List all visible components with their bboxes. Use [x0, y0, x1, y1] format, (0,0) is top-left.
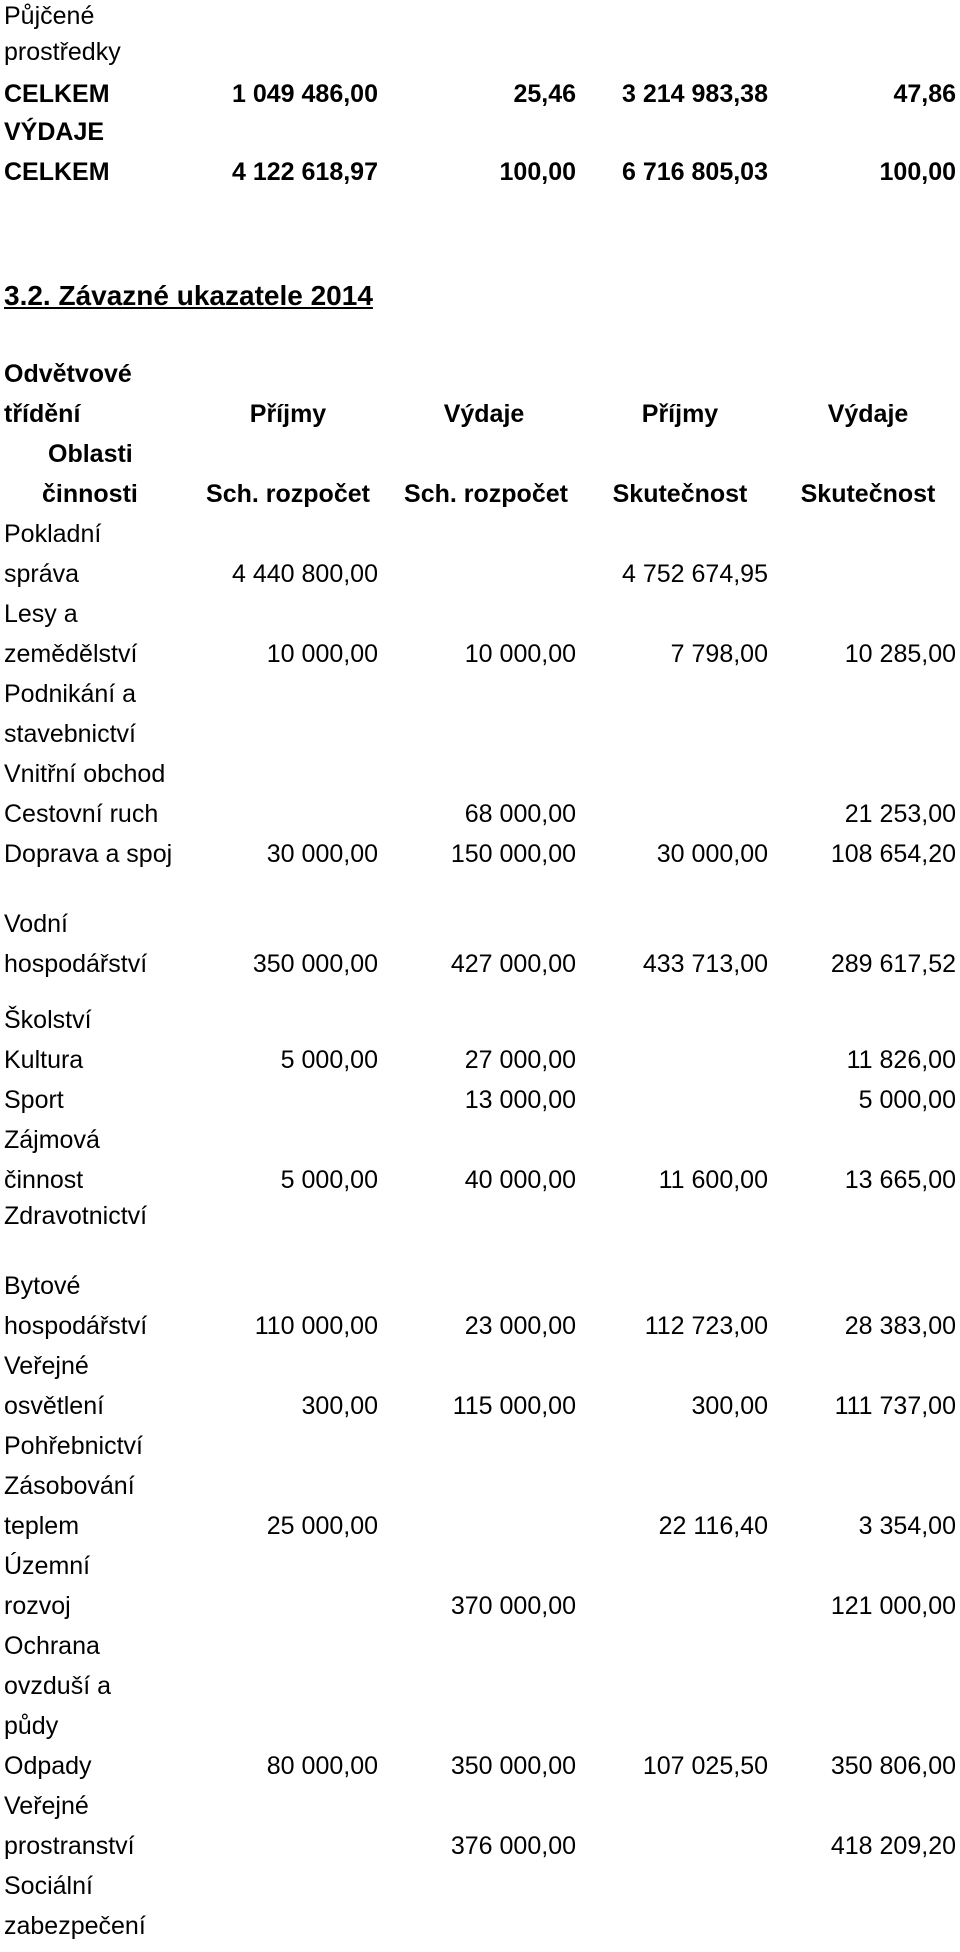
- total1-value-4: 47,86: [893, 80, 956, 108]
- row-label: zemědělství: [4, 640, 138, 668]
- row-value-col3: 22 116,40: [658, 1512, 768, 1540]
- row-value-col4: 13 665,00: [844, 1166, 956, 1194]
- row-value-col4: 10 285,00: [844, 640, 956, 668]
- row-label: Zdravotnictví: [4, 1202, 148, 1230]
- borrowed-label-line2: prostředky: [4, 38, 121, 66]
- header-col0-line1: Odvětvové: [4, 360, 132, 388]
- row-value-col1: 110 000,00: [254, 1312, 378, 1340]
- row-label: Vodní: [4, 910, 68, 938]
- total1-value-2: 25,46: [513, 80, 576, 108]
- header-col2-line1: Výdaje: [443, 400, 525, 428]
- row-value-col4: 289 617,52: [830, 950, 956, 978]
- row-value-col4: 28 383,00: [844, 1312, 956, 1340]
- row-value-col2: 150 000,00: [450, 840, 576, 868]
- row-value-col2: 370 000,00: [450, 1592, 576, 1620]
- expenses-label: VÝDAJE: [4, 118, 105, 146]
- row-label: Pokladní: [4, 520, 102, 548]
- row-label: ovzduší a: [4, 1672, 112, 1700]
- row-label: zabezpečení: [4, 1912, 146, 1940]
- row-label: Pohřebnictví: [4, 1432, 143, 1460]
- header-col4-line1: Výdaje: [827, 400, 909, 428]
- row-label: půdy: [4, 1712, 59, 1740]
- total2-value-4: 100,00: [879, 158, 956, 186]
- header-col2-line2: Sch. rozpočet: [404, 480, 568, 508]
- row-value-col1: 300,00: [301, 1392, 378, 1420]
- row-value-col2: 376 000,00: [450, 1832, 576, 1860]
- row-value-col2: 350 000,00: [450, 1752, 576, 1780]
- section-title: 3.2. Závazné ukazatele 2014: [4, 280, 373, 311]
- row-label: Doprava a spoj: [4, 840, 173, 868]
- row-value-col4: 418 209,20: [830, 1832, 956, 1860]
- row-value-col4: 111 737,00: [834, 1392, 956, 1420]
- row-value-col4: 121 000,00: [830, 1592, 956, 1620]
- row-value-col1: 4 440 800,00: [232, 560, 378, 588]
- row-value-col2: 427 000,00: [450, 950, 576, 978]
- row-label: správa: [4, 560, 80, 588]
- row-value-col4: 21 253,00: [844, 800, 956, 828]
- row-label: Veřejné: [4, 1792, 89, 1820]
- header-col4-line2: Skutečnost: [800, 480, 936, 508]
- row-label: osvětlení: [4, 1392, 105, 1420]
- total1-value-1: 1 049 486,00: [232, 80, 378, 108]
- row-value-col4: 5 000,00: [858, 1086, 956, 1114]
- row-label: teplem: [4, 1512, 80, 1540]
- row-value-col2: 10 000,00: [464, 640, 576, 668]
- row-value-col1: 10 000,00: [266, 640, 378, 668]
- row-value-col3: 30 000,00: [656, 840, 768, 868]
- row-label: prostranství: [4, 1832, 135, 1860]
- row-label: Sport: [4, 1086, 64, 1114]
- row-value-col3: 112 723,00: [644, 1312, 768, 1340]
- header-col0-line2: třídění: [4, 400, 81, 428]
- row-value-col4: 3 354,00: [858, 1512, 956, 1540]
- row-label: hospodářství: [4, 950, 148, 978]
- row-label: Ochrana: [4, 1632, 100, 1660]
- header-col0-line4: činnosti: [42, 480, 138, 508]
- total2-value-2: 100,00: [499, 158, 576, 186]
- row-value-col4: 108 654,20: [830, 840, 956, 868]
- row-label: Lesy a: [4, 600, 78, 628]
- row-value-col3: 4 752 674,95: [622, 560, 768, 588]
- row-value-col3: 11 600,00: [658, 1166, 768, 1194]
- row-label: Cestovní ruch: [4, 800, 159, 828]
- row-label: činnost: [4, 1166, 84, 1194]
- row-label: stavebnictví: [4, 720, 137, 748]
- total2-label: CELKEM: [4, 158, 110, 186]
- row-label: Zájmová: [4, 1126, 100, 1154]
- total2-value-3: 6 716 805,03: [622, 158, 768, 186]
- header-col1-line1: Příjmy: [249, 400, 327, 428]
- row-value-col3: 7 798,00: [670, 640, 768, 668]
- total1-value-3: 3 214 983,38: [622, 80, 768, 108]
- total1-label: CELKEM: [4, 80, 110, 108]
- row-label: Veřejné: [4, 1352, 89, 1380]
- row-value-col1: 30 000,00: [266, 840, 378, 868]
- header-col3-line2: Skutečnost: [612, 480, 748, 508]
- row-label: Sociální: [4, 1872, 93, 1900]
- row-label: Vnitřní obchod: [4, 760, 166, 788]
- row-label: Odpady: [4, 1752, 92, 1780]
- row-label: Územní: [4, 1552, 91, 1580]
- row-label: Bytové: [4, 1272, 81, 1300]
- row-value-col2: 68 000,00: [464, 800, 576, 828]
- row-value-col1: 5 000,00: [280, 1046, 378, 1074]
- row-value-col2: 13 000,00: [464, 1086, 576, 1114]
- row-value-col2: 27 000,00: [464, 1046, 576, 1074]
- row-label: Školství: [4, 1006, 92, 1034]
- header-col0-line3: Oblasti: [48, 440, 133, 468]
- row-value-col3: 433 713,00: [642, 950, 768, 978]
- header-col1-line2: Sch. rozpočet: [206, 480, 370, 508]
- row-value-col3: 300,00: [691, 1392, 768, 1420]
- row-label: rozvoj: [4, 1592, 71, 1620]
- row-value-col3: 107 025,50: [642, 1752, 768, 1780]
- row-value-col2: 40 000,00: [464, 1166, 576, 1194]
- row-label: Kultura: [4, 1046, 84, 1074]
- row-value-col1: 80 000,00: [266, 1752, 378, 1780]
- row-value-col1: 25 000,00: [266, 1512, 378, 1540]
- row-value-col4: 350 806,00: [830, 1752, 956, 1780]
- row-value-col2: 115 000,00: [452, 1392, 576, 1420]
- row-label: Podnikání a: [4, 680, 137, 708]
- row-label: Zásobování: [4, 1472, 135, 1500]
- row-value-col2: 23 000,00: [464, 1312, 576, 1340]
- row-label: hospodářství: [4, 1312, 148, 1340]
- header-col3-line1: Příjmy: [641, 400, 719, 428]
- borrowed-label-line1: Půjčené: [4, 2, 95, 30]
- row-value-col1: 5 000,00: [280, 1166, 378, 1194]
- row-value-col1: 350 000,00: [252, 950, 378, 978]
- row-value-col4: 11 826,00: [846, 1046, 956, 1074]
- total2-value-1: 4 122 618,97: [232, 158, 378, 186]
